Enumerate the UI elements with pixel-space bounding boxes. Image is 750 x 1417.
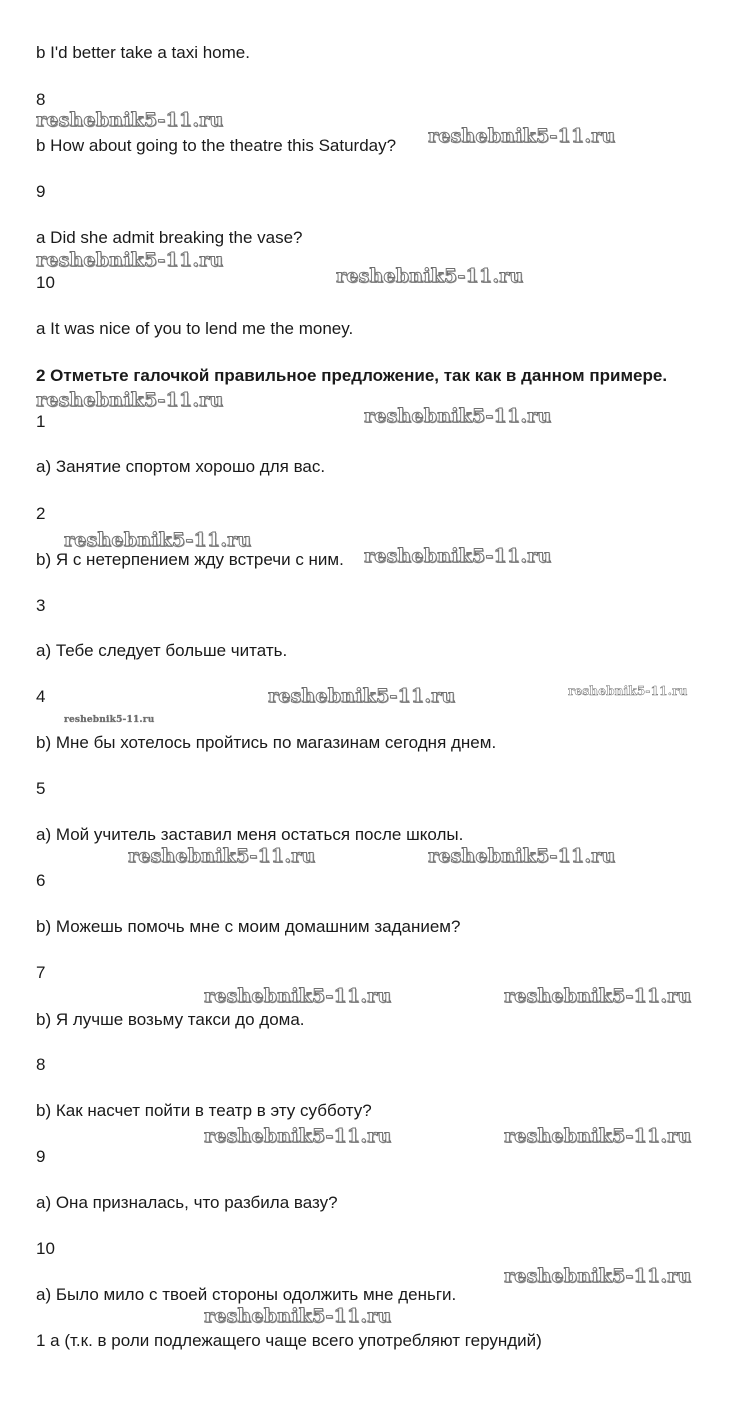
answer-line: a) Занятие спортом хорошо для вас. bbox=[36, 457, 326, 476]
watermark: reshebnik5-11.ru bbox=[336, 265, 524, 287]
answer-note: 1 a (т.к. в роли подлежащего чаще всего употребляют герундий) bbox=[36, 1331, 542, 1350]
answer-line: b) Как насчет пойти в театр в эту субботу? bbox=[36, 1101, 372, 1120]
answer-line: a) Тебе следует больше читать. bbox=[36, 641, 288, 660]
answer-line: b I'd better take a taxi home. bbox=[36, 43, 250, 62]
answer-line: a) Она призналась, что разбила вазу? bbox=[36, 1193, 338, 1212]
item-number: 9 bbox=[36, 182, 46, 201]
answer-line: b How about going to the theatre this Saturday? bbox=[36, 136, 397, 155]
item-number: 4 bbox=[36, 687, 46, 706]
watermark: reshebnik5-11.ru bbox=[36, 109, 224, 131]
answer-line: b) Я с нетерпением жду встречи с ним. bbox=[36, 550, 344, 569]
answer-line: b) Я лучше возьму такси до дома. bbox=[36, 1010, 305, 1029]
answer-line: a It was nice of you to lend me the money. bbox=[36, 319, 354, 338]
answer-line: a Did she admit breaking the vase? bbox=[36, 228, 303, 247]
item-number: 1 bbox=[36, 412, 46, 431]
watermark: reshebnik5-11.ru bbox=[504, 1265, 692, 1287]
item-number: 8 bbox=[36, 90, 46, 109]
watermark: reshebnik5-11.ru bbox=[128, 845, 316, 867]
watermark: reshebnik5-11.ru bbox=[64, 529, 252, 551]
watermark: reshebnik5-11.ru bbox=[204, 1125, 392, 1147]
item-number: 10 bbox=[36, 1239, 55, 1258]
answer-line: a) Было мило с твоей стороны одолжить мне деньги. bbox=[36, 1285, 457, 1304]
watermark: reshebnik5-11.ru bbox=[36, 249, 224, 271]
watermark: reshebnik5-11.ru bbox=[36, 389, 224, 411]
answer-line: b) Можешь помочь мне с моим домашним заданием? bbox=[36, 917, 461, 936]
item-number: 7 bbox=[36, 963, 46, 982]
item-number: 9 bbox=[36, 1147, 46, 1166]
watermark: reshebnik5-11.ru bbox=[204, 985, 392, 1007]
watermark: reshebnik5-11.ru bbox=[428, 125, 616, 147]
watermark: reshebnik5-11.ru bbox=[64, 715, 155, 725]
watermark: reshebnik5-11.ru bbox=[504, 985, 692, 1007]
item-number: 8 bbox=[36, 1055, 46, 1074]
item-number: 2 bbox=[36, 504, 46, 523]
item-number: 3 bbox=[36, 596, 46, 615]
item-number: 10 bbox=[36, 273, 55, 292]
watermark: reshebnik5-11.ru bbox=[428, 845, 616, 867]
watermark: reshebnik5-11.ru bbox=[364, 545, 552, 567]
watermark: reshebnik5-11.ru bbox=[504, 1125, 692, 1147]
watermark: reshebnik5-11.ru bbox=[268, 685, 456, 707]
answer-line: b) Мне бы хотелось пройтись по магазинам сегодня днем. bbox=[36, 733, 497, 752]
item-number: 5 bbox=[36, 779, 46, 798]
exercise-heading: 2 Отметьте галочкой правильное предложение, так как в данном примере. bbox=[36, 366, 668, 385]
watermark: reshebnik5-11.ru bbox=[204, 1305, 392, 1327]
answer-line: a) Мой учитель заставил меня остаться после школы. bbox=[36, 825, 464, 844]
item-number: 6 bbox=[36, 871, 46, 890]
watermark: reshebnik5-11.ru bbox=[568, 684, 688, 698]
watermark: reshebnik5-11.ru bbox=[364, 405, 552, 427]
